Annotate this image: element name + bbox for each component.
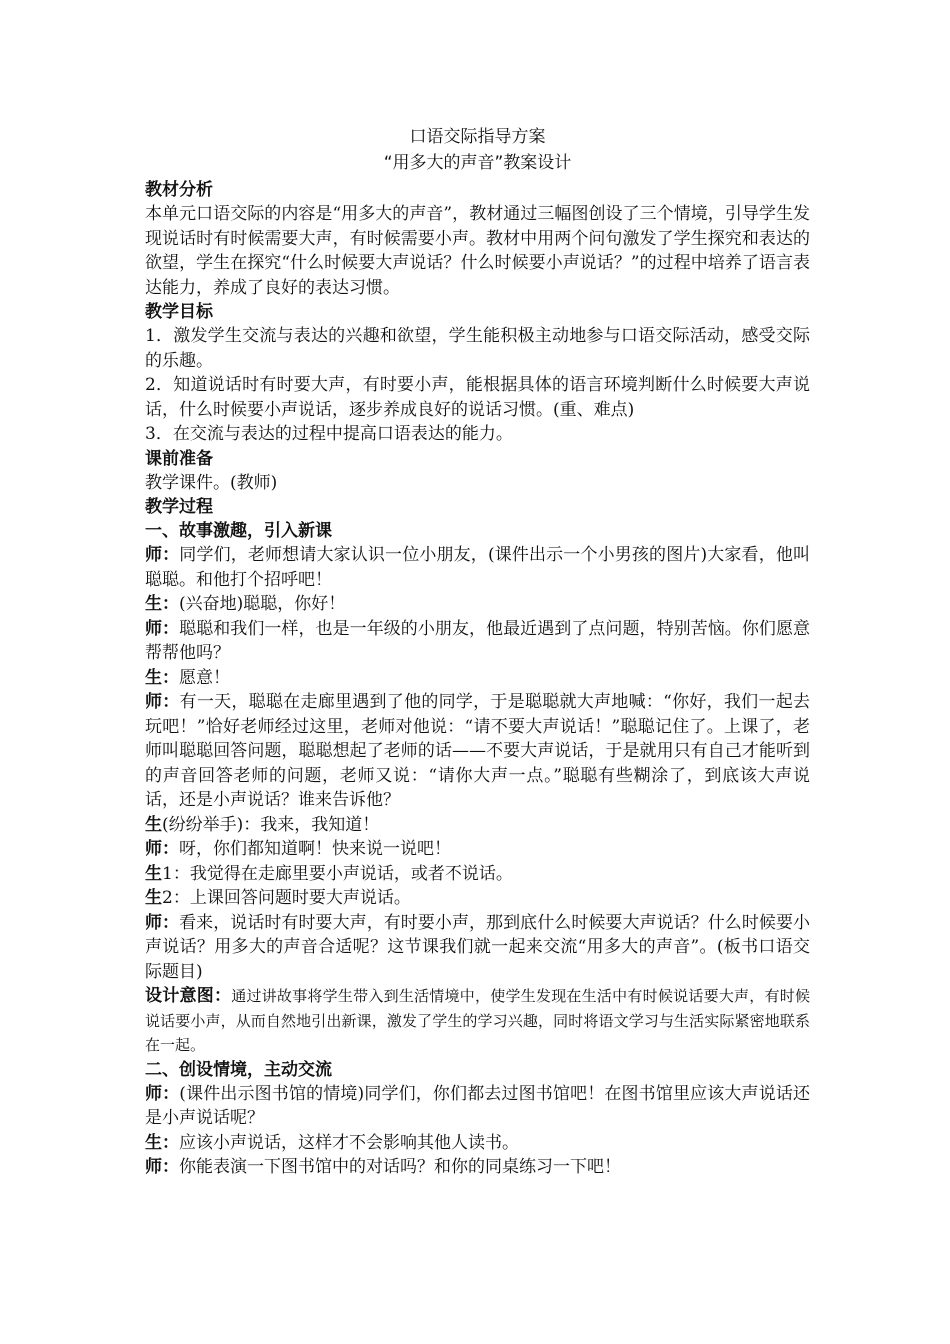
design-note-text: 通过讲故事将学生带入到生活情境中，使学生发现在生活中有时候说话要大声，有时候说话要小声，从而自然地引出新课，激发了学生的学习兴趣，同时将语文学习与生活实际紧密地联系在一起。 bbox=[145, 987, 811, 1054]
speaker-label: 师： bbox=[145, 839, 179, 859]
subsection-heading-story: 一、故事激趣，引入新课 bbox=[145, 521, 332, 541]
section-heading-goals: 教学目标 bbox=[145, 302, 213, 322]
speaker-label: 生 bbox=[145, 863, 162, 884]
dialog-line bbox=[145, 690, 810, 813]
dialog-line bbox=[145, 813, 810, 838]
speaker-label: 师： bbox=[145, 692, 180, 712]
design-note bbox=[145, 984, 810, 1058]
speaker-label: 师： bbox=[145, 912, 180, 933]
dialog-text: (纷纷举手)：我来，我知道！ bbox=[162, 814, 380, 835]
speaker-label: 生 bbox=[145, 888, 162, 908]
speaker-label: 生： bbox=[145, 667, 179, 688]
dialog-text: 你能表演一下图书馆中的对话吗？和你的同桌练习一下吧！ bbox=[179, 1157, 621, 1177]
dialog-text: 应该小声说话，这样才不会影响其他人读书。 bbox=[179, 1132, 519, 1153]
dialog-line bbox=[145, 911, 810, 985]
dialog-line bbox=[145, 617, 810, 666]
dialog-line bbox=[145, 1082, 810, 1131]
dialog-text: 同学们，老师想请大家认识一位小朋友，(课件出示一个小男孩的图片)大家看，他叫聪聪。和他打个招呼吧！ bbox=[145, 545, 811, 590]
speaker-label: 师： bbox=[145, 618, 180, 639]
dialog-text: 呀，你们都知道啊！快来说一说吧！ bbox=[179, 839, 451, 859]
speaker-label: 生 bbox=[145, 814, 162, 835]
section-heading-process: 教学过程 bbox=[145, 497, 213, 517]
goal-item: 3．在交流与表达的过程中提高口语表达的能力。 bbox=[145, 424, 513, 444]
dialog-line bbox=[145, 592, 810, 617]
dialog-text: 看来，说话时有时要大声，有时要小声，那到底什么时候要大声说话？什么时候要小声说话？用多大的声音合适呢？这节课我们就一起来交流“用多大的声音”。(板书口语交际题目) bbox=[145, 912, 811, 982]
speaker-label: 生： bbox=[145, 1132, 179, 1153]
dialog-text: 聪聪和我们一样，也是一年级的小朋友，他最近遇到了点问题，特别苦恼。你们愿意帮帮他吗？ bbox=[145, 618, 811, 663]
dialog-line bbox=[145, 862, 810, 887]
goal-item: 1．激发学生交流与表达的兴趣和欲望，学生能积极主动地参与口语交际活动，感受交际的乐趣。 bbox=[145, 326, 810, 371]
prep-paragraph: 教学课件。(教师) bbox=[145, 472, 278, 493]
document-subtitle: “用多大的声音”教案设计 bbox=[383, 153, 572, 173]
dialog-line bbox=[145, 666, 810, 691]
dialog-text: 1：我觉得在走廊里要小声说话，或者不说话。 bbox=[162, 863, 513, 884]
speaker-label: 师： bbox=[145, 1083, 180, 1104]
dialog-text: (兴奋地)聪聪，你好！ bbox=[179, 594, 346, 614]
dialog-line bbox=[145, 543, 810, 592]
dialog-text: 有一天，聪聪在走廊里遇到了他的同学，于是聪聪就大声地喊：“你好，我们一起去玩吧！”恰好老师经过这里，老师对他说：“请不要大声说话！”聪聪记住了。上课了，老师叫聪聪回答问题，聪聪想起了老师的话——不要大声说话，于是就用只有自己才能听到的声音回答老师的问题，老师又说：“请你大声一点。”聪聪有些糊涂了，到底该大声说话，还是小声说话？谁来告诉他？ bbox=[145, 692, 810, 810]
subsection-heading-scenario: 二、创设情境，主动交流 bbox=[145, 1059, 332, 1080]
dialog-line bbox=[145, 1131, 810, 1156]
design-note-label: 设计意图： bbox=[145, 986, 232, 1006]
dialog-text: (课件出示图书馆的情境)同学们，你们都去过图书馆吧！在图书馆里应该大声说话还是小声说话呢？ bbox=[145, 1083, 811, 1128]
speaker-label: 生： bbox=[145, 594, 179, 614]
dialog-line bbox=[145, 886, 810, 911]
goal-item: 2．知道说话时有时要大声，有时要小声，能根据具体的语言环境判断什么时候要大声说话，什么时候要小声说话，逐步养成良好的说话习惯。(重、难点) bbox=[145, 375, 810, 420]
dialog-line bbox=[145, 1155, 810, 1180]
document-title: 口语交际指导方案 bbox=[409, 127, 546, 147]
dialog-text: 愿意！ bbox=[179, 667, 230, 688]
analysis-paragraph: 本单元口语交际的内容是“用多大的声音”，教材通过三幅图创设了三个情境，引导学生发现说话时有时候需要大声，有时候需要小声。教材中用两个问句激发了学生探究和表达的欲望，学生在探究“什么时候要大声说话？什么时候要小声说话？”的过程中培养了语言表达能力，养成了良好的表达习惯。 bbox=[145, 204, 810, 298]
dialog-text: 2：上课回答问题时要大声说话。 bbox=[162, 888, 411, 908]
dialog-line bbox=[145, 837, 810, 862]
section-heading-prep: 课前准备 bbox=[145, 448, 213, 469]
section-heading-analysis: 教材分析 bbox=[145, 180, 213, 200]
speaker-label: 师： bbox=[145, 1157, 179, 1177]
speaker-label: 师： bbox=[145, 545, 180, 565]
